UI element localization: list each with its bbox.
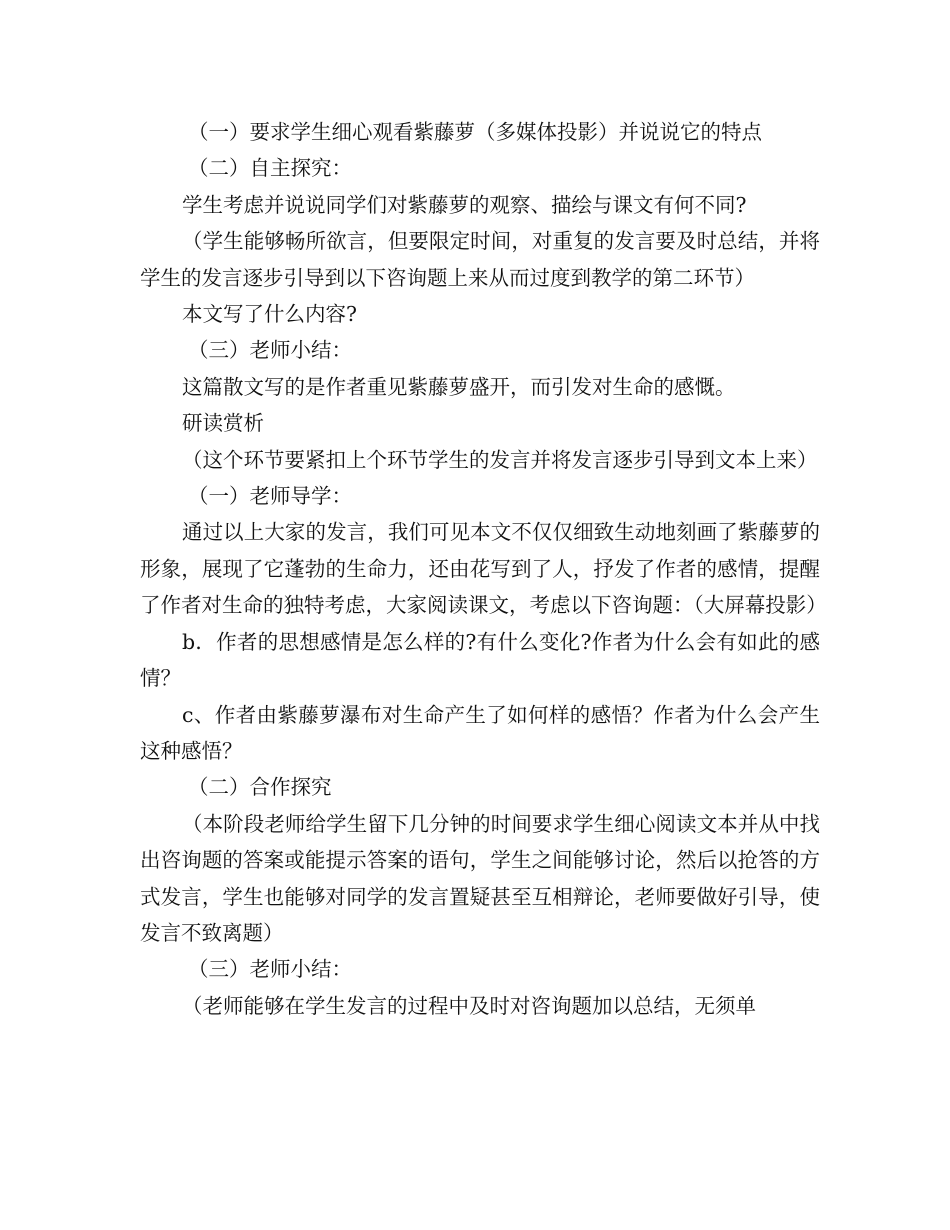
paragraph: （一）要求学生细心观看紫藤萝（多媒体投影）并说说它的特点 [188, 120, 762, 144]
paragraph: 学生考虑并说说同学们对紫藤萝的观察、描绘与课文有何不同? [182, 192, 747, 217]
paragraph: 这篇散文写的是作者重见紫藤萝盛开，而引发对生命的感慨。 [182, 374, 736, 399]
section-heading: （二）自主探究： [188, 156, 352, 181]
paragraph: （这个环节要紧扣上个环节学生的发言并将发言逐步引导到文本上来） [182, 447, 818, 472]
paragraph: （学生能够畅所欲言，但要限定时间，对重复的发言要及时总结，并将学生的发言逐步引导到以下咨询题上来从而过度到教学的第二环节） [140, 229, 820, 290]
paragraph: （本阶段老师给学生留下几分钟的时间要求学生细心阅读文本并从中找出咨询题的答案或能提示答案的语句，学生之间能够讨论，然后以抢答的方式发言，学生也能够对同学的发言置疑甚至互相辩论，老师要做好引导，使发言不致离题） [140, 811, 820, 945]
section-heading: （三）老师小结： [188, 957, 352, 982]
question-item: b．作者的思想感情是怎么样的?有什么变化?作者为什么会有如此的感情？ [140, 629, 820, 691]
section-heading: （二）合作探究 [188, 775, 332, 800]
document-body [140, 114, 827, 1024]
section-heading: 研读赏析 [182, 411, 264, 436]
paragraph: 通过以上大家的发言，我们可见本文不仅仅细致生动地刻画了紫藤萝的形象，展现了它蓬勃的生命力，还由花写到了人，抒发了作者的感情，提醒了作者对生命的独特考虑，大家阅读课文，考虑以下咨询题：（大屏幕投影） [140, 520, 827, 618]
paragraph: 本文写了什么内容? [182, 302, 357, 327]
section-heading: （一）老师导学： [188, 484, 352, 509]
paragraph: （老师能够在学生发言的过程中及时对咨询题加以总结，无须单 [182, 993, 756, 1018]
question-item: c、作者由紫藤萝瀑布对生命产生了如何样的感悟？作者为什么会产生这种感悟？ [140, 702, 820, 763]
section-heading: （三）老师小结： [188, 338, 352, 363]
